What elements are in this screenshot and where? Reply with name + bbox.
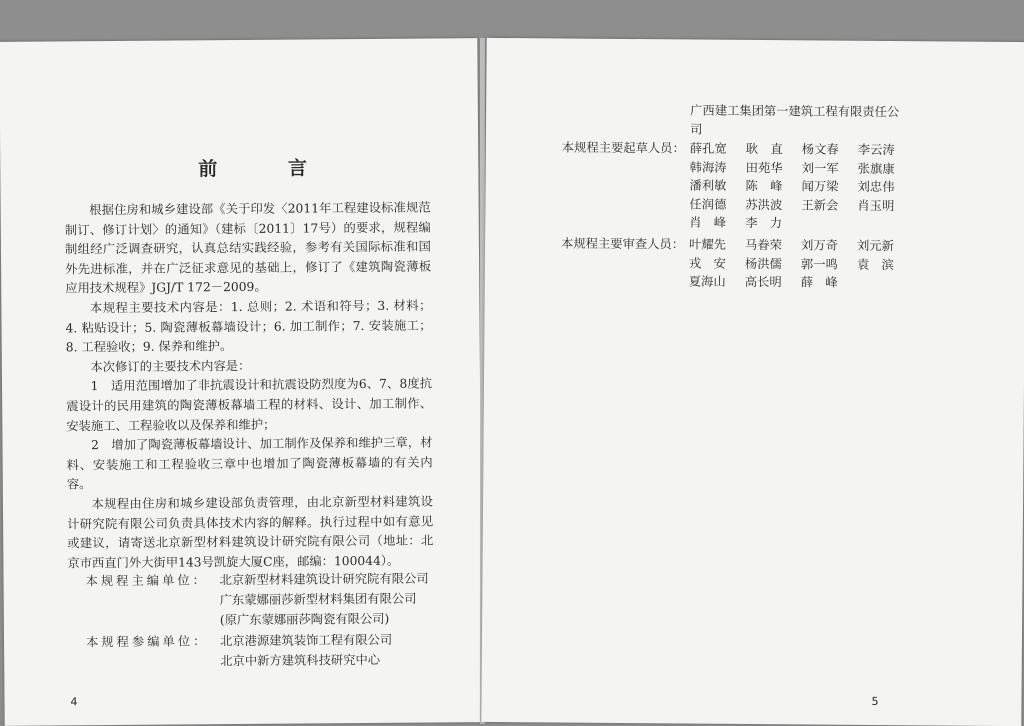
person-name: 刘忠伟 <box>857 179 895 195</box>
reviewers-label: 本规程主要审查人员： <box>561 236 685 252</box>
person-name: 李云涛 <box>857 142 895 158</box>
person-name: 刘万奇 <box>801 238 839 253</box>
page-title: 前 言 <box>198 157 340 181</box>
person-name: 潘利敏 <box>689 178 727 193</box>
chief-editor-name: (原广东蒙娜丽莎陶瓷有限公司) <box>219 612 390 628</box>
paragraph-revision-2: 2 增加了陶瓷薄板幕墙设计、加工制作及保养和维护三章，材料、安装施工和工程验收三章中也增加了陶瓷薄板幕墙的有关内容。 <box>66 435 433 492</box>
person-name: 马眷荣 <box>745 237 783 253</box>
left-page <box>0 38 483 726</box>
person-name: 苏洪波 <box>745 197 783 212</box>
person-name: 杨洪儒 <box>744 256 782 271</box>
paragraph-intro: 根据住房和城乡建设部《关于印发〈2011年工程建设标准规范制订、修订计划〉的通知》（建标〔2011〕17号）的要求，规程编制组经广泛调查研究，认真总结实践经验，参考有关国际标准和国外先进标准，并在广泛征求意见的基础上，修订了《建筑陶瓷薄板应用技术规程》JGJ/T 172－2009。 <box>64 200 432 296</box>
person-name: 田苑华 <box>745 160 783 175</box>
drafters-list <box>689 139 910 234</box>
participant-row <box>86 629 436 672</box>
participant-label: 本规程参编单位： <box>85 633 209 649</box>
drafters-label: 本规程主要起草人员： <box>561 140 685 156</box>
participant-name: 北京港源建筑装饰工程有限公司 <box>219 632 393 648</box>
paragraph-contents: 本规程主要技术内容是：1. 总则；2. 术语和符号；3. 材料；4. 粘贴设计；5. 陶瓷薄板幕墙设计；6. 加工制作；7. 安装施工；8. 工程验收；9. 保养和维护。 <box>65 298 432 355</box>
person-name: 王新会 <box>801 198 839 213</box>
editing-units <box>85 568 436 672</box>
company-name: 广西建工集团第一建筑工程有限责任公司 <box>689 103 900 137</box>
person-name: 郭一鸣 <box>800 256 838 272</box>
person-name: 韩海涛 <box>689 160 727 175</box>
person-name: 薛 峰 <box>800 275 838 290</box>
reviewers-list <box>689 235 909 293</box>
person-name: 肖玉明 <box>857 198 895 213</box>
person-name: 张旗康 <box>857 161 895 176</box>
page-number: 4 <box>70 695 78 709</box>
person-name: 叶耀先 <box>689 237 727 252</box>
person-name: 闻万梁 <box>801 179 839 194</box>
person-name: 李 力 <box>745 216 783 231</box>
person-name: 刘元新 <box>857 238 895 254</box>
person-name: 耿 直 <box>745 141 783 157</box>
person-name: 薛孔宽 <box>689 141 727 156</box>
paragraph-management: 本规程由住房和城乡建设部负责管理，由北京新型材料建筑设计研究院有限公司负责具体技术内容的解释。执行过程中如有意见或建议，请寄送北京新型材料建筑设计研究院有限公司（地址：北京市西直门外大街甲143号凯旋大厦C座，邮编：100044）。 <box>67 494 434 571</box>
preface-body <box>65 199 434 574</box>
chief-editor-label: 本规程主编单位： <box>85 573 209 589</box>
right-page <box>481 38 1024 726</box>
reviewers-section <box>561 234 981 293</box>
page-number: 5 <box>871 694 879 708</box>
person-name: 袁 滨 <box>856 257 894 272</box>
person-name: 夏海山 <box>688 274 726 289</box>
drafters-section <box>561 138 982 234</box>
chief-editor-row <box>85 568 435 631</box>
chief-editor-name: 北京新型材料建筑设计研究院有限公司 <box>219 571 429 588</box>
person-name: 肖 峰 <box>689 215 727 231</box>
person-name: 高长明 <box>744 275 782 290</box>
person-name: 刘一军 <box>801 160 839 176</box>
person-name: 戎 安 <box>688 256 726 271</box>
paragraph-revision-heading: 本次修订的主要技术内容是： <box>90 358 251 374</box>
person-name: 杨文春 <box>801 142 839 157</box>
chief-editor-name: 广东蒙娜丽莎新型材料集团有限公司 <box>219 591 417 608</box>
participant-name: 北京中新方建筑科技研究中心 <box>220 652 381 668</box>
person-name: 任润德 <box>689 197 727 212</box>
paragraph-revision-1: 1 适用范围增加了非抗震设计和抗震设防烈度为6、7、8度抗震设计的民用建筑的陶瓷薄板幕墙工程的材料、设计、加工制作、安装施工、工程验收以及保养和维护； <box>66 376 433 433</box>
person-name: 陈 峰 <box>745 179 783 194</box>
